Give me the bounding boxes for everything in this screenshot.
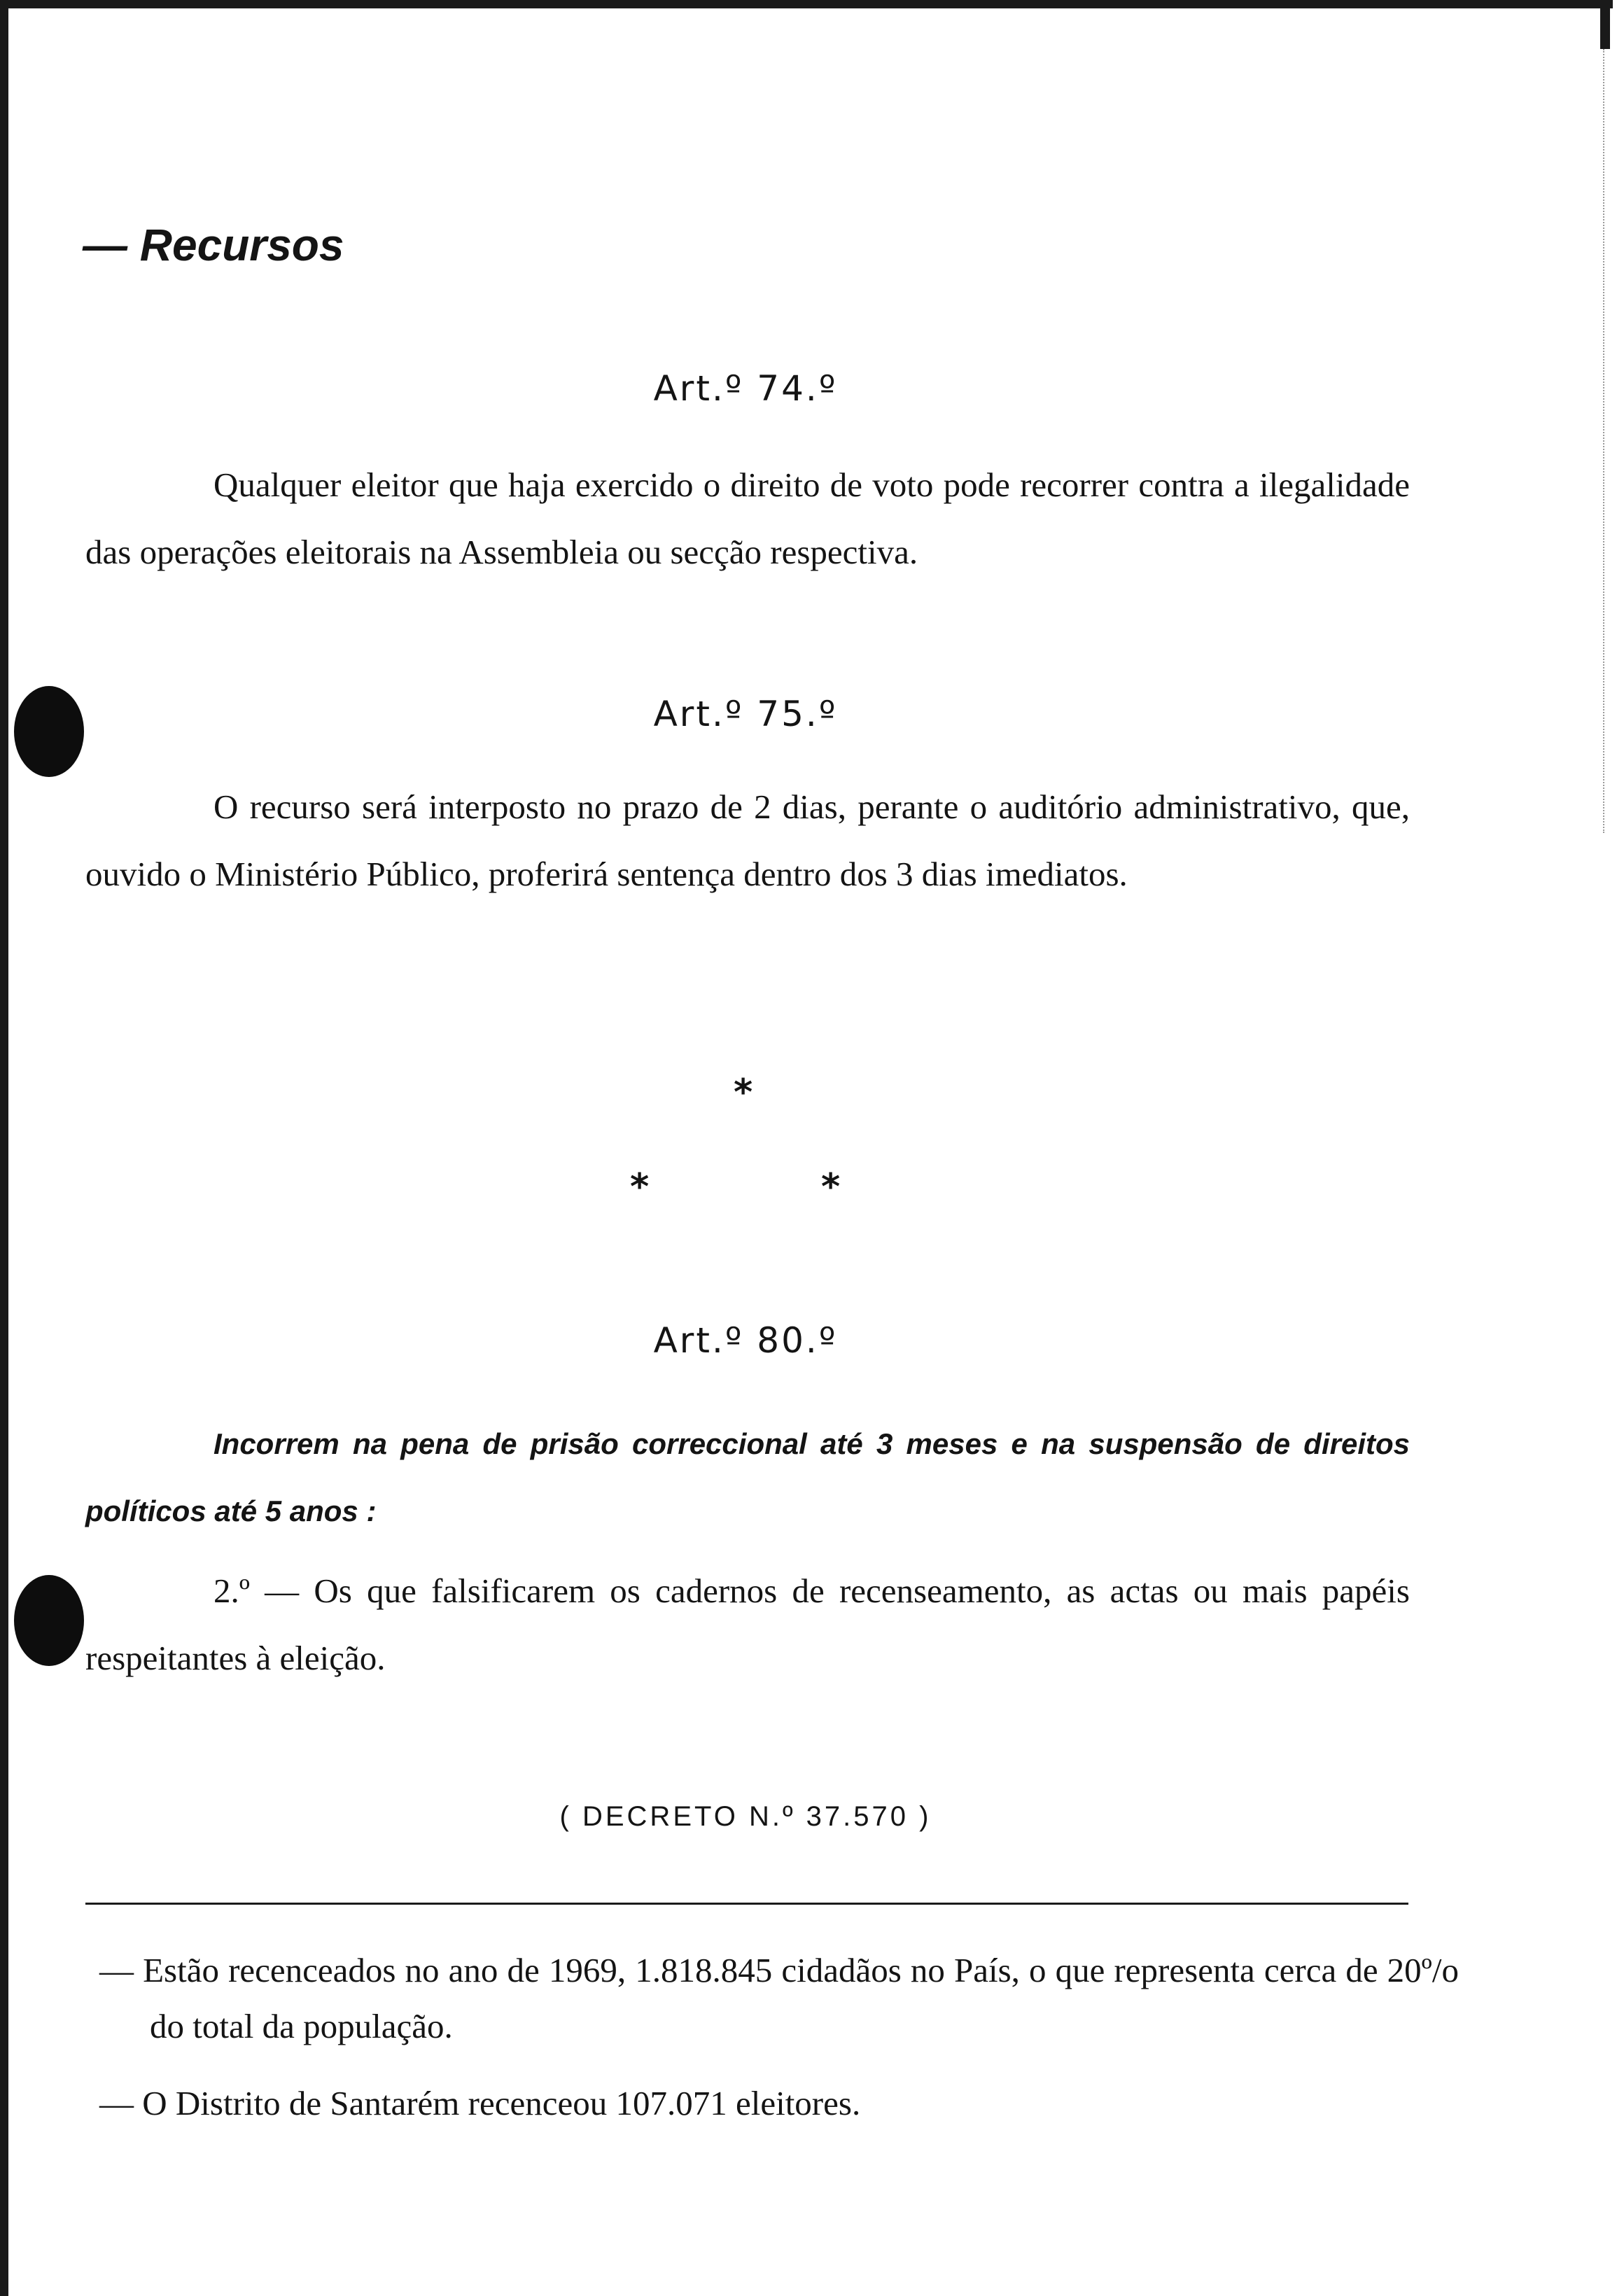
asterism-star: *: [821, 1166, 841, 1208]
decree-reference: ( DECRETO N.º 37.570 ): [559, 1801, 932, 1832]
asterism-star: *: [630, 1166, 650, 1208]
article-74-heading: Art.º 74.º: [653, 368, 838, 409]
note-item: — O Distrito de Santarém recenceou 107.071 eleitores.: [99, 2084, 861, 2122]
article-80-item: 2.º — Os que falsificarem os cadernos de recenseamento, as actas ou mais papéis respeitantes à eleição.: [85, 1572, 1410, 1677]
scan-border-left: [0, 0, 8, 2296]
horizontal-rule: [85, 1903, 1408, 1905]
section-title: — Recursos: [83, 220, 344, 270]
asterism-star: *: [734, 1072, 753, 1114]
scan-border-top: [0, 0, 1613, 8]
article-80-intro: Incorrem na pena de prisão correccional até 3 meses e na suspensão de direitos políticos até 5 anos :: [85, 1427, 1410, 1527]
article-75-text: O recurso será interposto no prazo de 2 dias, perante o auditório administrativo, que, ouvido o Ministério Público, proferirá sentença dentro dos 3 dias imediatos.: [85, 788, 1410, 893]
article-80-heading: Art.º 80.º: [653, 1320, 838, 1361]
punch-hole-bottom: [14, 1575, 84, 1666]
article-75-heading: Art.º 75.º: [653, 694, 838, 734]
scan-border-right: [1600, 0, 1610, 49]
article-74-text: Qualquer eleitor que haja exercido o direito de voto pode recorrer contra a ilegalidade das operações eleitorais na Assembleia ou secção respectiva.: [85, 465, 1410, 571]
scan-edge-right: [1603, 49, 1604, 833]
note-item: — Estão recenceados no ano de 1969, 1.818.845 cidadãos no País, o que representa cerca de 20º/o do total da população.: [99, 1951, 1459, 2045]
